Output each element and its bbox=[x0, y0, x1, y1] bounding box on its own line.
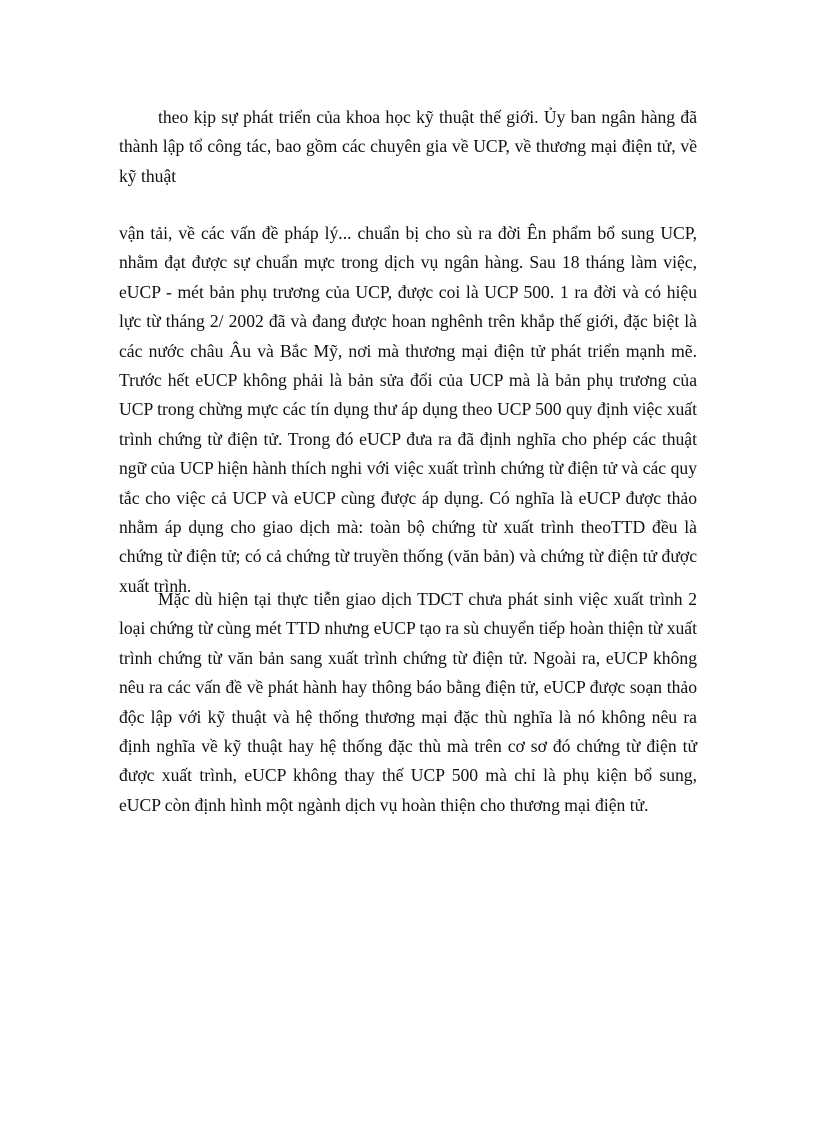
paragraph-eucp-practice: Mặc dù hiện tại thực tiễn giao dịch TDCT chưa phát sinh việc xuất trình 2 loại chứng từ cùng mét TTD nhưng eUCP tạo ra sù chuyển tiếp hoàn thiện từ xuất trình chứng từ văn bản sang xuất trình chứng từ điện tử. Ngoài ra, eUCP không nêu ra các vấn đề về phát hành hay thông báo bằng điện tử, eUCP được soạn thảo độc lập với kỹ thuật và hệ thống thương mại đặc thù nghĩa là nó không nêu ra định nghĩa về kỹ thuật hay hệ thống đặc thù mà trên cơ sơ đó chứng từ điện tử được xuất trình, eUCP không thay thế UCP 500 mà chỉ là phụ kiện bổ sung, eUCP còn định hình một ngành dịch vụ hoàn thiện cho thương mại điện tử. bbox=[119, 589, 697, 815]
paragraph-continuation: theo kịp sự phát triển của khoa học kỹ thuật thế giới. Ủy ban ngân hàng đã thành lập tổ công tác, bao gồm các chuyên gia về UCP, về thương mại điện tử, về kỹ thuật bbox=[119, 107, 697, 186]
paragraph-eucp-introduction: vận tải, về các vấn đề pháp lý... chuẩn bị cho sù ra đời Ên phẩm bổ sung UCP, nhằm đạt được sự chuẩn mực trong dịch vụ ngân hàng. Sau 18 tháng làm việc, eUCP - mét bản phụ trương của UCP, được coi là UCP 500. 1 ra đời và có hiệu lực từ tháng 2/ 2002 đã và đang được hoan nghênh trên khắp thế giới, đặc biệt là các nước châu Âu và Bắc Mỹ, nơi mà thương mại điện tử phát triển mạnh mẽ. Trước hết eUCP không phải là bản sửa đổi của UCP mà là bản phụ trương của UCP trong chừng mực các tín dụng thư áp dụng theo UCP 500 quy định việc xuất trình chứng từ điện tử. Trong đó eUCP đưa ra đã định nghĩa cho phép các thuật ngữ của UCP hiện hành thích nghi với việc xuất trình chứng từ điện tử và các quy tắc cho việc cả UCP và eUCP cùng được áp dụng. Có nghĩa là eUCP được thảo nhằm áp dụng cho giao dịch mà: toàn bộ chứng từ xuất trình theoTTD đều là chứng từ điện tử; có cả chứng từ truyền thống (văn bản) và chứng từ điện tử được xuất trình. bbox=[119, 223, 697, 596]
